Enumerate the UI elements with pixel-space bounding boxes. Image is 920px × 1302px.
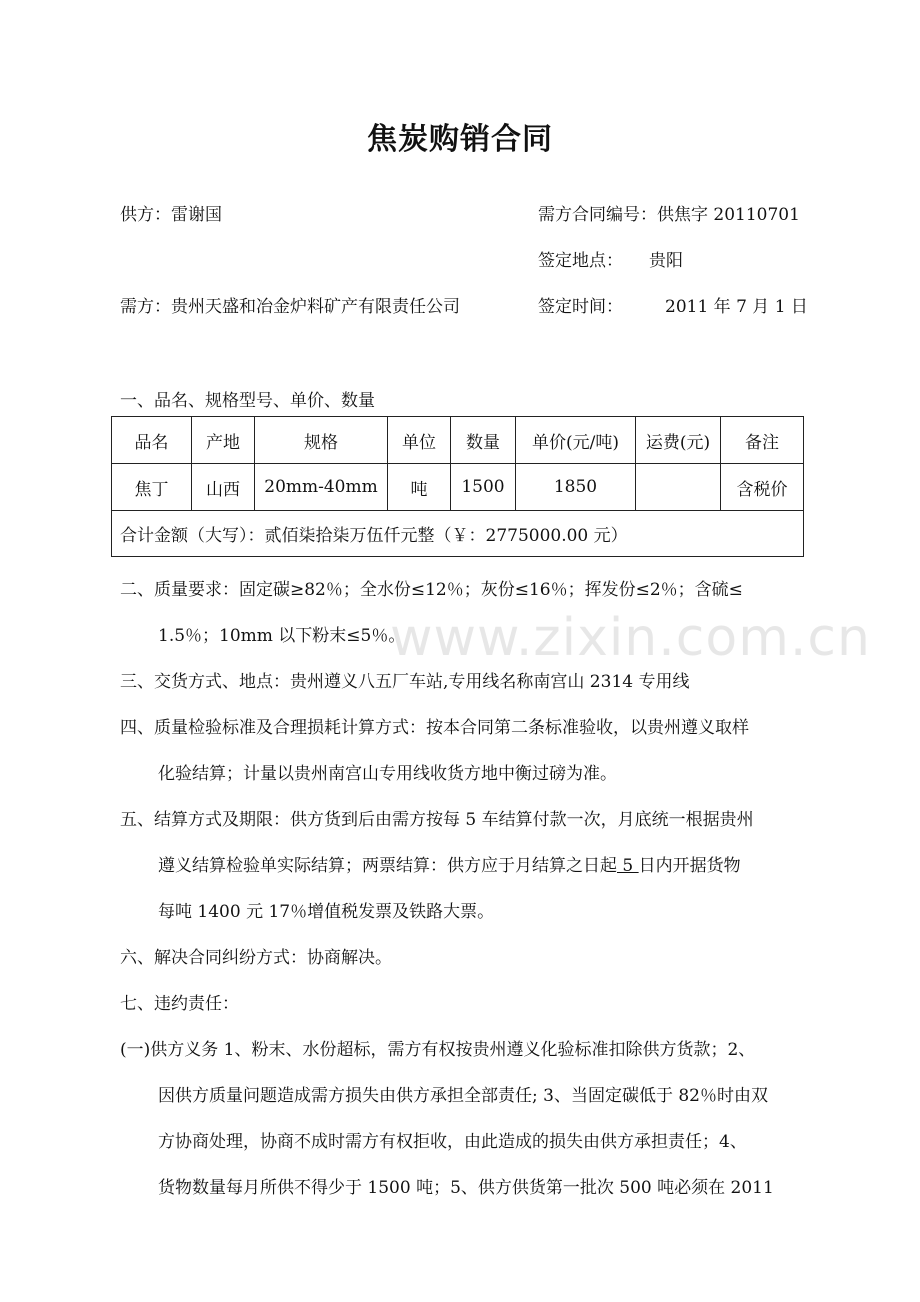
watermark: www.zixin.com.cn (390, 608, 871, 668)
column-header: 单价(元/吨) (516, 417, 636, 464)
product-table (111, 416, 804, 557)
table-total-row (112, 511, 804, 557)
clause-7a-line-2: 因供方质量问题造成需方损失由供方承担全部责任; 3、当固定碳低于 82％时由双 (158, 1086, 768, 1106)
table-cell: 20mm-40mm (255, 464, 388, 511)
clause-2-line-1: 二、质量要求：固定碳≥82％；全水份≤12％；灰份≤16％；挥发份≤2％；含硫≤ (120, 580, 743, 600)
supplier-line: 供方：雷谢国 (120, 205, 222, 225)
clause-5-text-a: 遵义结算检验单实际结算；两票结算：供方应于月结算之日起 (158, 856, 617, 876)
column-header: 数量 (451, 417, 516, 464)
table-cell: 1850 (516, 464, 636, 511)
table-cell: 焦丁 (112, 464, 192, 511)
clause-7-heading: 七、违约责任： (120, 994, 239, 1014)
clause-7a-line-3: 方协商处理，协商不成时需方有权拒收，由此造成的损失由供方承担责任；4、 (158, 1132, 747, 1152)
contract-number (538, 203, 800, 227)
table-row (112, 464, 804, 511)
signing-place-value: 贵阳 (649, 251, 683, 271)
signing-date-label: 签定时间： (538, 297, 623, 317)
clause-7a-line-4: 货物数量每月所供不得少于 1500 吨；5、供方供货第一批次 500 吨必须在 2011 (158, 1178, 774, 1198)
column-header: 单位 (388, 417, 451, 464)
clause-5-line-1: 五、结算方式及期限：供方货到后由需方按每 5 车结算付款一次，月底统一根据贵州 (120, 810, 754, 830)
signing-place (538, 249, 683, 273)
column-header: 产地 (192, 417, 255, 464)
table-header-row (112, 417, 804, 464)
section-1-heading: 一、品名、规格型号、单价、数量 (120, 391, 375, 411)
table-cell: 吨 (388, 464, 451, 511)
document-title: 焦炭购销合同 (367, 122, 553, 157)
table-cell: 山西 (192, 464, 255, 511)
column-header: 备注 (721, 417, 804, 464)
clause-5-line-2 (158, 854, 741, 878)
signing-place-label: 签定地点： (538, 251, 623, 271)
clause-2-line-2: 1.5％；10mm 以下粉末≤5％。 (158, 626, 406, 646)
signing-date (538, 295, 808, 319)
buyer-line: 需方：贵州天盛和冶金炉料矿产有限责任公司 (120, 297, 460, 317)
column-header: 规格 (255, 417, 388, 464)
clause-5-line-3: 每吨 1400 元 17％增值税发票及铁路大票。 (158, 902, 495, 922)
table-cell: 1500 (451, 464, 516, 511)
clause-7a-line-1: (一)供方义务 1、粉末、水份超标，需方有权按贵州遵义化验标准扣除供方货款；2、 (120, 1040, 756, 1060)
column-header: 品名 (112, 417, 192, 464)
contract-number-label: 需方合同编号： (538, 205, 657, 225)
total-amount: 合计金额（大写）：贰佰柒拾柒万伍仟元整（￥：2775000.00 元） (112, 511, 804, 557)
column-header: 运费(元) (636, 417, 721, 464)
contract-number-value: 供焦字 20110701 (657, 205, 800, 225)
clause-4-line-1: 四、质量检验标准及合理损耗计算方式：按本合同第二条标准验收，以贵州遵义取样 (120, 718, 749, 738)
table-cell (636, 464, 721, 511)
clause-3: 三、交货方式、地点：贵州遵义八五厂车站,专用线名称南宫山 2314 专用线 (120, 672, 690, 692)
clause-5-text-b: 日内开据货物 (638, 856, 741, 876)
signing-date-value: 2011 年 7 月 1 日 (665, 297, 808, 317)
clause-4-line-2: 化验结算；计量以贵州南宫山专用线收货方地中衡过磅为准。 (158, 764, 617, 784)
settlement-days: 5 (617, 856, 639, 876)
clause-6: 六、解决合同纠纷方式：协商解决。 (120, 948, 392, 968)
table-cell: 含税价 (721, 464, 804, 511)
